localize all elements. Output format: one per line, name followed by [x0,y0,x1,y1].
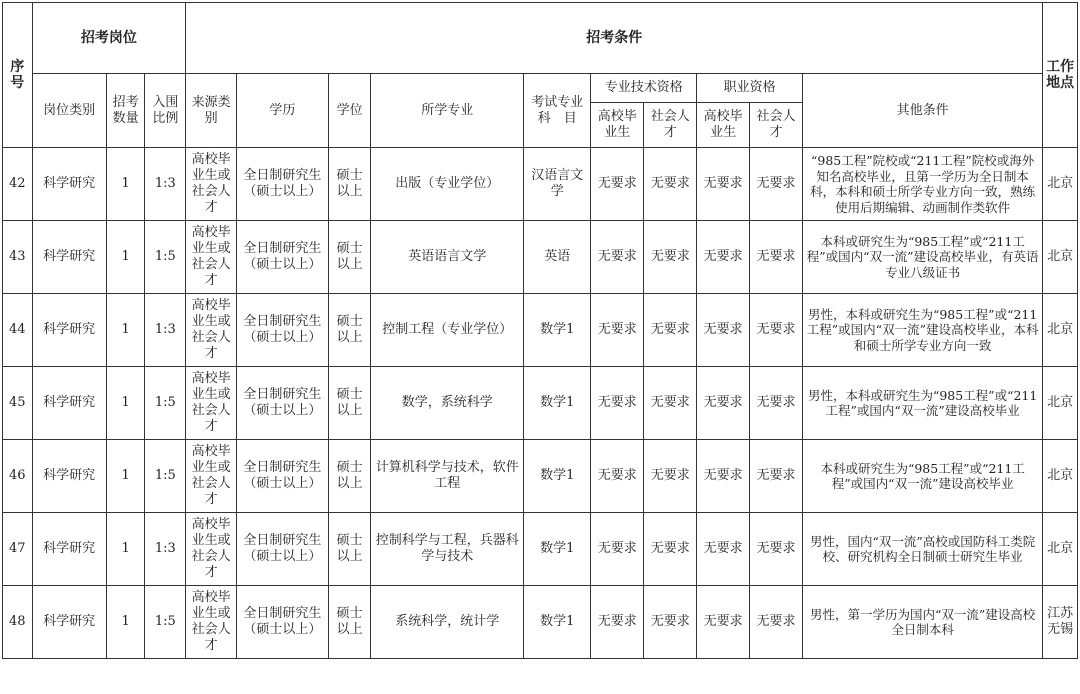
cell-interview-ratio: 1:5 [145,440,186,513]
cell-recruit-count: 1 [106,148,145,221]
cell-recruit-count: 1 [106,586,145,659]
table-body [3,148,1078,659]
cell-tech-social: 无要求 [644,440,697,513]
cell-location: 北京 [1043,513,1078,586]
cell-major: 计算机科学与技术，软件工程 [371,440,524,513]
cell-source-type: 高校毕业生或社会人才 [186,367,237,440]
cell-prof-grad: 无要求 [697,586,750,659]
cell-tech-social: 无要求 [644,294,697,367]
cell-prof-social: 无要求 [750,221,803,294]
cell-tech-social: 无要求 [644,148,697,221]
cell-major: 控制科学与工程，兵器科学与技术 [371,513,524,586]
cell-education: 全日制研究生（硕士以上） [237,586,329,659]
cell-major: 英语语言文学 [371,221,524,294]
cell-major: 出版（专业学位） [371,148,524,221]
cell-position-type: 科学研究 [32,513,106,586]
header-prof-qualification: 职业资格 [697,74,803,103]
table-row [3,440,1078,513]
cell-recruit-count: 1 [106,440,145,513]
cell-tech-grad: 无要求 [591,586,644,659]
cell-tech-grad: 无要求 [591,148,644,221]
cell-source-type: 高校毕业生或社会人才 [186,294,237,367]
cell-prof-grad: 无要求 [697,294,750,367]
header-degree: 学位 [328,74,371,148]
cell-degree: 硕士以上 [328,586,371,659]
header-prof-social: 社会人才 [750,103,803,148]
cell-prof-grad: 无要求 [697,513,750,586]
header-recruit-count: 招考数量 [106,74,145,148]
cell-source-type: 高校毕业生或社会人才 [186,440,237,513]
cell-seq: 43 [3,221,33,294]
cell-other-conditions: 男性，第一学历为国内“双一流”建设高校全日制本科 [803,586,1043,659]
cell-tech-social: 无要求 [644,513,697,586]
cell-seq: 45 [3,367,33,440]
header-prof-grad: 高校毕业生 [697,103,750,148]
cell-interview-ratio: 1:5 [145,586,186,659]
cell-position-type: 科学研究 [32,440,106,513]
cell-prof-grad: 无要求 [697,221,750,294]
cell-exam-subject: 数学1 [524,294,591,367]
cell-recruit-count: 1 [106,294,145,367]
cell-education: 全日制研究生（硕士以上） [237,221,329,294]
header-location: 工作地点 [1043,3,1078,148]
header-tech-social: 社会人才 [644,103,697,148]
cell-education: 全日制研究生（硕士以上） [237,513,329,586]
recruitment-table [2,2,1078,659]
cell-position-type: 科学研究 [32,586,106,659]
cell-exam-subject: 数学1 [524,367,591,440]
cell-degree: 硕士以上 [328,148,371,221]
cell-tech-grad: 无要求 [591,440,644,513]
header-tech-qualification: 专业技术资格 [591,74,697,103]
table-row [3,221,1078,294]
cell-tech-social: 无要求 [644,221,697,294]
cell-prof-social: 无要求 [750,367,803,440]
cell-position-type: 科学研究 [32,148,106,221]
header-position-type: 岗位类别 [32,74,106,148]
cell-position-type: 科学研究 [32,221,106,294]
cell-interview-ratio: 1:5 [145,221,186,294]
cell-prof-social: 无要求 [750,148,803,221]
cell-prof-social: 无要求 [750,294,803,367]
cell-education: 全日制研究生（硕士以上） [237,440,329,513]
cell-exam-subject: 数学1 [524,586,591,659]
cell-location: 北京 [1043,294,1078,367]
cell-major: 数学，系统科学 [371,367,524,440]
cell-tech-grad: 无要求 [591,294,644,367]
cell-seq: 47 [3,513,33,586]
header-exam-subject: 考试专业科 目 [524,74,591,148]
table-row [3,148,1078,221]
cell-degree: 硕士以上 [328,440,371,513]
header-position-group: 招考岗位 [32,3,186,74]
cell-tech-social: 无要求 [644,586,697,659]
cell-interview-ratio: 1:3 [145,294,186,367]
cell-exam-subject: 汉语言文学 [524,148,591,221]
cell-other-conditions: “985工程”院校或“211工程”院校或海外知名高校毕业，且第一学历为全日制本科，本科和硕士所学专业方向一致，熟练使用后期编辑、动画制作类软件 [803,148,1043,221]
cell-recruit-count: 1 [106,367,145,440]
cell-source-type: 高校毕业生或社会人才 [186,586,237,659]
cell-prof-social: 无要求 [750,586,803,659]
cell-position-type: 科学研究 [32,367,106,440]
cell-interview-ratio: 1:3 [145,148,186,221]
header-tech-grad: 高校毕业生 [591,103,644,148]
cell-degree: 硕士以上 [328,367,371,440]
cell-tech-grad: 无要求 [591,367,644,440]
cell-position-type: 科学研究 [32,294,106,367]
cell-degree: 硕士以上 [328,221,371,294]
cell-degree: 硕士以上 [328,513,371,586]
table-row [3,586,1078,659]
cell-interview-ratio: 1:5 [145,367,186,440]
cell-prof-grad: 无要求 [697,367,750,440]
cell-major: 控制工程（专业学位） [371,294,524,367]
cell-location: 北京 [1043,221,1078,294]
header-seq: 序号 [3,3,33,148]
header-source-type: 来源类别 [186,74,237,148]
cell-location: 北京 [1043,148,1078,221]
cell-other-conditions: 男性，国内“双一流”高校或国防科工类院校、研究机构全日制硕士研究生毕业 [803,513,1043,586]
header-major: 所学专业 [371,74,524,148]
cell-prof-social: 无要求 [750,440,803,513]
cell-recruit-count: 1 [106,221,145,294]
cell-education: 全日制研究生（硕士以上） [237,367,329,440]
cell-location: 北京 [1043,440,1078,513]
cell-degree: 硕士以上 [328,294,371,367]
cell-education: 全日制研究生（硕士以上） [237,294,329,367]
cell-exam-subject: 数学1 [524,513,591,586]
cell-education: 全日制研究生（硕士以上） [237,148,329,221]
cell-exam-subject: 数学1 [524,440,591,513]
header-other-conditions: 其他条件 [803,74,1043,148]
table-row [3,367,1078,440]
header-conditions-group: 招考条件 [186,3,1043,74]
cell-seq: 42 [3,148,33,221]
table-row [3,294,1078,367]
header-interview-ratio: 入围比例 [145,74,186,148]
cell-tech-grad: 无要求 [591,221,644,294]
cell-seq: 44 [3,294,33,367]
cell-exam-subject: 英语 [524,221,591,294]
cell-seq: 46 [3,440,33,513]
cell-tech-grad: 无要求 [591,513,644,586]
cell-other-conditions: 男性，本科或研究生为“985工程”或“211工程”或国内“双一流”建设高校毕业，本科和硕士所学专业方向一致 [803,294,1043,367]
header-education: 学历 [237,74,329,148]
cell-recruit-count: 1 [106,513,145,586]
cell-source-type: 高校毕业生或社会人才 [186,221,237,294]
cell-prof-grad: 无要求 [697,148,750,221]
cell-location: 江苏无锡 [1043,586,1078,659]
cell-other-conditions: 本科或研究生为“985工程”或“211工程”或国内“双一流”建设高校毕业 [803,440,1043,513]
cell-other-conditions: 男性，本科或研究生为“985工程”或“211工程”或国内“双一流”建设高校毕业 [803,367,1043,440]
cell-prof-social: 无要求 [750,513,803,586]
table-row [3,513,1078,586]
cell-prof-grad: 无要求 [697,440,750,513]
cell-source-type: 高校毕业生或社会人才 [186,513,237,586]
cell-major: 系统科学，统计学 [371,586,524,659]
cell-interview-ratio: 1:3 [145,513,186,586]
cell-seq: 48 [3,586,33,659]
cell-other-conditions: 本科或研究生为“985工程”或“211工程”或国内“双一流”建设高校毕业，有英语专业八级证书 [803,221,1043,294]
cell-location: 北京 [1043,367,1078,440]
cell-source-type: 高校毕业生或社会人才 [186,148,237,221]
cell-tech-social: 无要求 [644,367,697,440]
